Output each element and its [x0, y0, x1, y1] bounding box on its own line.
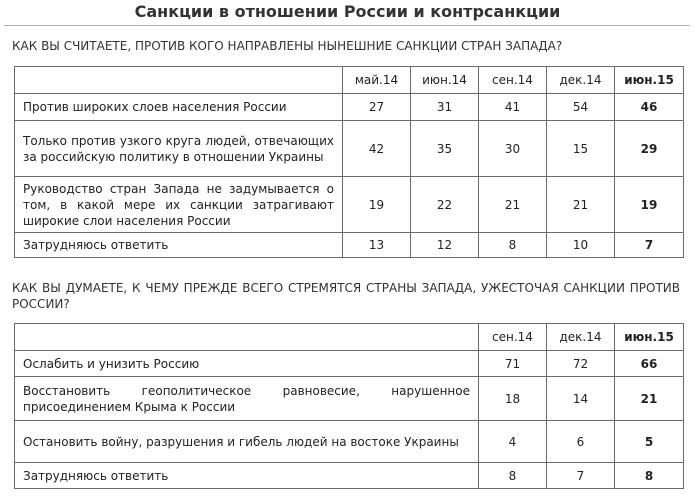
- row-label: Затрудняюсь ответить: [15, 233, 343, 258]
- question-2: КАК ВЫ ДУМАЕТЕ, К ЧЕМУ ПРЕЖДЕ ВСЕГО СТРЕМЯТСЯ СТРАНЫ ЗАПАДА, УЖЕСТОЧАЯ САНКЦИИ ПРОТИВ РОССИИ?: [12, 281, 680, 311]
- cell-value: 35: [411, 121, 479, 177]
- cell-value-latest: 19: [615, 177, 684, 233]
- row-label: Только против узкого круга людей, отвечающих за российскую политику в отношении Украины: [15, 121, 343, 177]
- cell-value: 10: [547, 233, 615, 258]
- cell-value: 7: [547, 463, 615, 489]
- cell-value: 27: [343, 94, 411, 121]
- table-row: [15, 121, 684, 177]
- cell-value: 15: [547, 121, 615, 177]
- cell-value: 30: [479, 121, 547, 177]
- column-header: дек.14: [547, 324, 615, 351]
- header-empty-cell: [15, 67, 343, 94]
- cell-value-latest: 46: [615, 94, 684, 121]
- cell-value: 31: [411, 94, 479, 121]
- row-label: Остановить войну, разрушения и гибель людей на востоке Украины: [15, 421, 479, 463]
- cell-value: 6: [547, 421, 615, 463]
- cell-value: 41: [479, 94, 547, 121]
- table-row: [15, 463, 684, 489]
- column-header: дек.14: [547, 67, 615, 94]
- cell-value: 13: [343, 233, 411, 258]
- table-row: [15, 233, 684, 258]
- row-label: Ослабить и унизить Россию: [15, 351, 479, 377]
- table-row: [15, 177, 684, 233]
- table-sanctions-target: [14, 66, 684, 258]
- cell-value: 8: [479, 463, 547, 489]
- cell-value: 42: [343, 121, 411, 177]
- column-header-latest: июн.15: [615, 324, 684, 351]
- header-empty-cell: [15, 324, 479, 351]
- cell-value-latest: 5: [615, 421, 684, 463]
- cell-value-latest: 29: [615, 121, 684, 177]
- column-header: май.14: [343, 67, 411, 94]
- row-label: Затрудняюсь ответить: [15, 463, 479, 489]
- row-label: Против широких слоев населения России: [15, 94, 343, 121]
- cell-value: 54: [547, 94, 615, 121]
- column-header: сен.14: [479, 67, 547, 94]
- question-1: КАК ВЫ СЧИТАЕТЕ, ПРОТИВ КОГО НАПРАВЛЕНЫ НЫНЕШНИЕ САНКЦИИ СТРАН ЗАПАДА?: [12, 39, 563, 53]
- cell-value: 72: [547, 351, 615, 377]
- table-row: [15, 94, 684, 121]
- column-header: июн.14: [411, 67, 479, 94]
- cell-value: 19: [343, 177, 411, 233]
- row-label: Восстановить геополитическое равновесие, нарушенное присоединением Крыма к России: [15, 377, 479, 421]
- table-western-goals: [14, 323, 684, 489]
- page-title: Санкции в отношении России и контрсанкции: [134, 2, 561, 21]
- table-row: [15, 377, 684, 421]
- table-row: [15, 421, 684, 463]
- cell-value: 71: [479, 351, 547, 377]
- cell-value: 12: [411, 233, 479, 258]
- table-header-row: [15, 67, 684, 94]
- cell-value: 21: [479, 177, 547, 233]
- row-label: Руководство стран Запада не задумывается о том, в какой мере их санкции затрагивают широкие слои населения России: [15, 177, 343, 233]
- table-header-row: [15, 324, 684, 351]
- cell-value: 14: [547, 377, 615, 421]
- cell-value: 22: [411, 177, 479, 233]
- cell-value: 8: [479, 233, 547, 258]
- cell-value-latest: 21: [615, 377, 684, 421]
- table-row: [15, 351, 684, 377]
- cell-value: 21: [547, 177, 615, 233]
- column-header: сен.14: [479, 324, 547, 351]
- cell-value-latest: 8: [615, 463, 684, 489]
- cell-value: 4: [479, 421, 547, 463]
- cell-value: 18: [479, 377, 547, 421]
- cell-value-latest: 66: [615, 351, 684, 377]
- column-header-latest: июн.15: [615, 67, 684, 94]
- cell-value-latest: 7: [615, 233, 684, 258]
- title-divider: [4, 25, 690, 26]
